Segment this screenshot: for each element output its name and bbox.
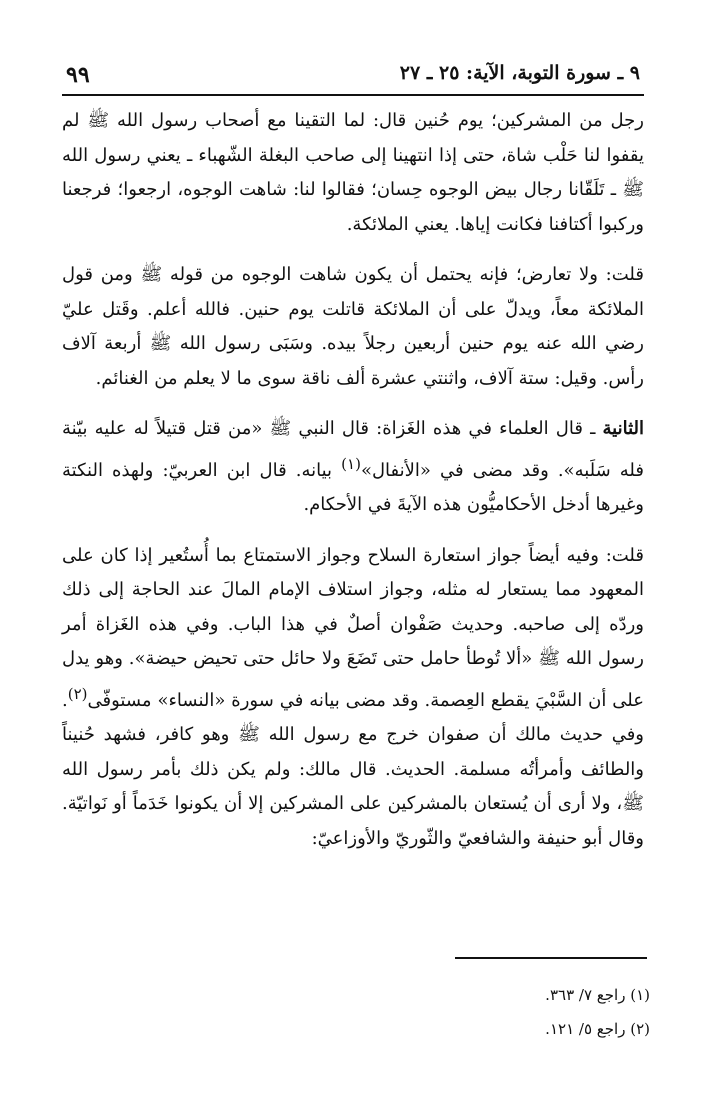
paragraph-1: رجل من المشركين؛ يوم حُنين قال: لما التقينا مع أصحاب رسول الله ﷺ لم يقفوا لنا حَلْب شاة، حتى إذا انتهينا إلى صاحب البغلة الشّهباء ـ يعني رسول الله ﷺ ـ تَلَقّانا رجال بيض الوجوه حِسان؛ فقالوا لنا: شاهت الوجوه، ارجعوا؛ فرجعنا وركبوا أكتافنا فكانت إياها. يعني الملائكة.: [62, 110, 644, 235]
footnote-divider: [455, 957, 647, 959]
paragraph-3: [62, 412, 644, 523]
footnote-ref-1: (١): [341, 454, 361, 473]
footnotes: [380, 978, 650, 1046]
paragraph-4-text-end: . وفي حديث مالك أن صفوان خرج مع رسول الله ﷺ وهو كافر، فشهد حُنيناً والطائف وأمرأتُه مسلمة. الحديث. قال مالك: ولم يكن ذلك بأمر رسول الله ﷺ، ولا أرى أن يُستعان بالمشركين على المشركين إلا أن يكونوا خَدَماً أو نَواتيّة. وقال أبو حنيفة والشافعيّ والثّوريّ والأوزاعيّ:: [62, 689, 644, 849]
footnote-2: (٢) راجع ٥/ ١٢١.: [545, 1020, 650, 1038]
paragraph-4: [62, 539, 644, 857]
main-text: [62, 104, 644, 856]
paragraph-3-text-end: بيانه. قال ابن العربيّ: ولهذه النكتة وغيرها أدخل الأحكاميُّون هذه الآيةَ في الأحكام.: [62, 459, 644, 515]
header-divider: [62, 94, 644, 96]
footnote-ref-2: (٢): [67, 684, 88, 703]
page-header: [62, 60, 644, 92]
paragraph-3-text: ـ قال العلماء في هذه الغَزاة: قال النبي ﷺ «من قتل قتيلاً له عليه بيّنة فله سَلَبه». وقد مضى في «الأنفال»: [62, 418, 644, 481]
running-title: ٩ ـ سورة التوبة، الآية: ٢٥ ـ ٢٧: [399, 62, 640, 84]
footnote-1: (١) راجع ٧/ ٣٦٣.: [545, 986, 650, 1004]
paragraph-2: قلت: ولا تعارض؛ فإنه يحتمل أن يكون شاهت الوجوه من قوله ﷺ ومن قول الملائكة معاً، ويدلّ على أن الملائكة قاتلت يوم حنين. فالله أعلم. وقَتل عليّ رضي الله عنه يوم حنين أربعين رجلاً بيده. وسَبَى رسول الله ﷺ أربعة آلاف رأس. وقيل: ستة آلاف، واثنتي عشرة ألف ناقة سوى ما لا يعلم من الغنائم.: [62, 264, 644, 389]
issue-label: الثانية: [602, 418, 644, 439]
paragraph-4-text: قلت: وفيه أيضاً جواز استعارة السلاح وجواز الاستمتاع بما أُستُعير إذا كان على المعهود مما يستعار له مثله، وجواز استلاف الإمام المالَ عند الحاجة إلى ذلك وردّه إلى صاحبه. وحديث صَفْوان أصلٌ في هذا الباب. وفي هذه الغَزاة أمر رسول الله ﷺ «ألا تُوطأ حامل حتى تَضَعَ ولا حائل حتى تحيض حيضة». وهو يدل على أن السَّبْيَ يقطع العِصمة. وقد مضى بيانه في سورة «النساء» مستوفّى: [62, 544, 644, 711]
page-number: ٩٩: [66, 62, 90, 88]
